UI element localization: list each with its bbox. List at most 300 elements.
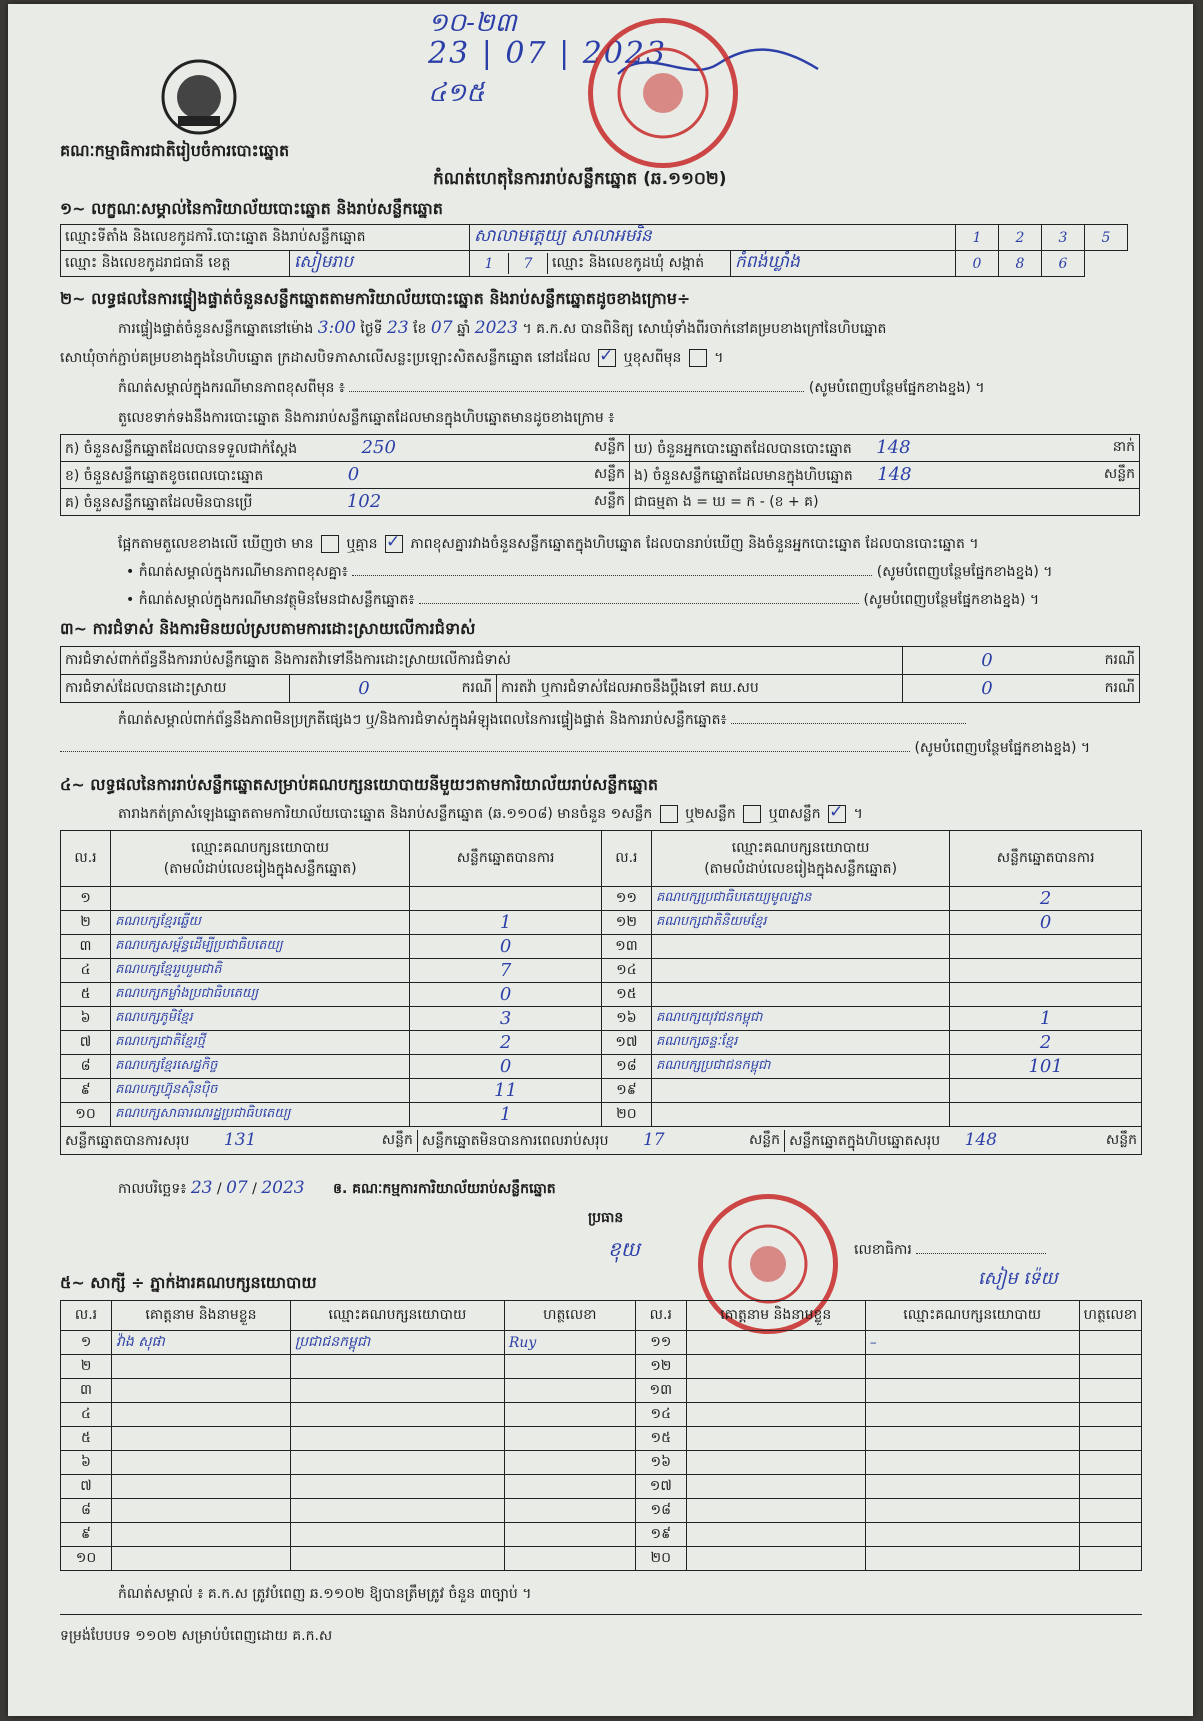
- no-difference-checkbox[interactable]: [385, 535, 403, 553]
- table-row: [61, 1079, 1142, 1103]
- figure-kha: [61, 462, 630, 489]
- cell-name: [111, 1355, 290, 1379]
- section2-title: ២~ លទ្ធផលនៃការផ្ទៀងផ្ទាត់ចំនួនសន្លឹកឆ្នោតតាមការិយាល័យបោះឆ្នោត និងរាប់សន្លឹកឆ្នោតដូចខាងក្រោម÷: [60, 289, 691, 308]
- table-row: [61, 1523, 1142, 1547]
- cell-no: ១៩: [601, 1079, 651, 1103]
- cell-no: ១៨: [601, 1055, 651, 1079]
- cell-sign: [504, 1355, 635, 1379]
- cell-party: [865, 1427, 1079, 1451]
- cell-votes: [950, 983, 1142, 1007]
- cell-sign: [504, 1403, 635, 1427]
- col-sign: ហត្ថលេខា: [504, 1301, 635, 1331]
- cell-name: [686, 1475, 865, 1499]
- province-code-digit: 7: [509, 253, 548, 274]
- cell-no: ២: [61, 911, 111, 935]
- table-row: [61, 959, 1142, 983]
- cell-no: ៦: [61, 1007, 111, 1031]
- cell-party: គណបក្សសម្ព័ន្ធដើម្បីប្រជាធិបតេយ្យ: [111, 935, 410, 959]
- cell-no: ៤: [61, 1403, 112, 1427]
- cell-party: [290, 1451, 504, 1475]
- cell-name: [111, 1427, 290, 1451]
- cell-name: [686, 1499, 865, 1523]
- table-row: [61, 1451, 1142, 1475]
- text: ឈ្មោះគណបក្សនយោបាយ: [731, 839, 870, 856]
- appeal-label: ការតវ៉ា ឬការជំទាស់ដែលអាចនឹងប្តឹងទៅ គឃ.សប: [497, 675, 903, 703]
- cell-name: [111, 1523, 290, 1547]
- case-label: ករណី: [1071, 675, 1140, 703]
- note-blank[interactable]: [419, 603, 859, 604]
- cell-votes: 11: [410, 1079, 602, 1103]
- bullet-difference: [126, 562, 1136, 583]
- divider: [60, 1614, 1142, 1615]
- province-label: ឈ្មោះ និងលេខកូដរាជធានី ខេត្ត: [65, 255, 231, 271]
- cell-no: ៣: [61, 935, 111, 959]
- cell-sign: [504, 1547, 635, 1571]
- cell-name: [111, 1451, 290, 1475]
- total-invalid: [417, 1130, 784, 1152]
- verification-year: 2023: [474, 318, 519, 338]
- cell-party: [290, 1499, 504, 1523]
- note-blank[interactable]: [60, 751, 910, 752]
- col-no: ល.រ: [601, 831, 651, 887]
- table-row: [61, 1331, 1142, 1355]
- text: សន្លឹក: [381, 1131, 413, 1148]
- cell-no: ១១: [601, 887, 651, 911]
- secretary-signature-blank[interactable]: [916, 1253, 1046, 1254]
- text: ការផ្ទៀងផ្ទាត់ចំនួនសន្លឹកឆ្នោតនៅម៉ោង: [118, 321, 314, 337]
- cell-sign: [504, 1427, 635, 1451]
- formula: ជាធម្មតា ង = ឃ = ក - (ខ + គ): [630, 489, 1140, 516]
- cell-no: ១១: [635, 1331, 686, 1355]
- cell-sign: [1079, 1379, 1141, 1403]
- cell-sign: [504, 1475, 635, 1499]
- cell-party: គណបក្សប្រជាធិបតេយ្យមូលដ្ឋាន: [651, 887, 949, 911]
- cell-party: [865, 1379, 1079, 1403]
- cell-party: [651, 1103, 949, 1127]
- figures-table: [60, 434, 1140, 516]
- cell-no: ៩: [61, 1523, 112, 1547]
- cell-no: ៥: [61, 1427, 112, 1451]
- text: សន្លឹក: [748, 1131, 781, 1148]
- cell-party: គណបក្សយុវជនកម្ពុជា: [651, 1007, 949, 1031]
- cell-no: ១៦: [601, 1007, 651, 1031]
- col-name: គោត្តនាម និងនាមខ្លួន: [111, 1301, 290, 1331]
- text: កាលបរិច្ឆេទ៖: [118, 1181, 187, 1197]
- cell-no: ៣: [61, 1379, 112, 1403]
- col-name: គោត្តនាម និងនាមខ្លួន: [686, 1301, 865, 1331]
- cell-name: [111, 1403, 290, 1427]
- table-row: [61, 1055, 1142, 1079]
- cell-votes: 2: [410, 1031, 602, 1055]
- cell-votes: 101: [950, 1055, 1142, 1079]
- cell-party: [651, 959, 949, 983]
- col-no: ល.រ: [61, 1301, 112, 1331]
- text: ។: [853, 806, 863, 822]
- text: សន្លឹកឆ្នោតបានការសរុប: [65, 1132, 190, 1149]
- one-sheet-checkbox[interactable]: [660, 805, 678, 823]
- note-blank[interactable]: [352, 575, 872, 576]
- case-label: ករណី: [438, 675, 497, 703]
- cell-party: [865, 1451, 1079, 1475]
- case-label: ករណី: [1071, 647, 1140, 675]
- verification-month: 07: [430, 318, 453, 338]
- official-seal-icon: [588, 18, 738, 168]
- cell-party: [651, 983, 949, 1007]
- cell-name: [686, 1451, 865, 1475]
- text: • កំណត់សម្គាល់ក្នុងករណីមានភាពខុសគ្នា៖: [126, 564, 348, 580]
- figure-gha-value: 148: [876, 436, 911, 458]
- bullet-foreign-object: [126, 590, 1136, 611]
- cell-no: ១៦: [635, 1451, 686, 1475]
- section5-title: ៥~ សាក្សី ÷ ភ្នាក់ងារគណបក្សនយោបាយ: [60, 1273, 317, 1292]
- text: សោឃុំចាក់ភ្ជាប់គម្របខាងក្នុងនៃហិបឆ្នោត ក្រដាសបិទភាសាលើសន្លះប្រឡោះសិតសន្លឹកឆ្នោត នៅដដែល: [60, 350, 591, 366]
- nec-emblem-icon: [158, 56, 240, 138]
- figure-ka: [61, 435, 630, 462]
- col-party: [651, 831, 949, 887]
- cell-party: [290, 1403, 504, 1427]
- col-no: ល.រ: [61, 831, 111, 887]
- date-year: 2023: [261, 1178, 305, 1198]
- figure-kha-value: 0: [347, 463, 360, 485]
- cell-sign: [1079, 1499, 1141, 1523]
- commune-code-digit: 0: [956, 251, 999, 277]
- cell-sign: [504, 1523, 635, 1547]
- col-party: [111, 831, 410, 887]
- text: (តាមលំដាប់លេខរៀងក្នុងសន្លឹកឆ្នោត): [163, 860, 357, 877]
- cell-party: [865, 1355, 1079, 1379]
- note-blank[interactable]: [731, 723, 966, 724]
- cell-no: ១៧: [601, 1031, 651, 1055]
- section1-table: [60, 224, 1128, 277]
- cell-party: គណបក្សសាធារណរដ្ឋប្រជាធិបតេយ្យ: [111, 1103, 410, 1127]
- cell-votes: 0: [410, 1055, 602, 1079]
- figure-ka-value: 250: [361, 436, 396, 458]
- text: (សូមបំពេញបន្ថែមផ្នែកខាងខ្នង) ។: [914, 740, 1091, 756]
- figure-nga-value: 148: [877, 463, 912, 485]
- cell-name: [111, 1547, 290, 1571]
- table-row: [61, 1547, 1142, 1571]
- text: /: [216, 1181, 222, 1197]
- text: ឃ) ចំនួនអ្នកបោះឆ្នោតដែលបានបោះឆ្នោត: [634, 440, 852, 457]
- cell-no: ១: [61, 887, 111, 911]
- cell-party: គណបក្សប្រជាជនកម្ពុជា: [651, 1055, 949, 1079]
- figures-intro: តួលេខទាក់ទងនឹងការបោះឆ្នោត និងការរាប់សន្លឹកឆ្នោតដែលមានក្នុងហិបឆ្នោតមានដូចខាងក្រោម ៖: [118, 410, 615, 426]
- text: ខ) ចំនួនសន្លឹកឆ្នោតខូចពេលបោះឆ្នោត: [65, 467, 264, 484]
- cell-votes: 7: [410, 959, 602, 983]
- cell-name: [686, 1331, 865, 1355]
- changed-checkbox[interactable]: [689, 349, 707, 367]
- text: កំណត់សម្គាល់ក្នុងករណីមានភាពខុសពីមុន ៖: [118, 380, 345, 396]
- cell-sign: [504, 1499, 635, 1523]
- cell-sign: [1079, 1331, 1141, 1355]
- cell-party: [651, 1079, 949, 1103]
- col-party: ឈ្មោះគណបក្សនយោបាយ: [290, 1301, 504, 1331]
- text: សន្លឹក: [593, 465, 625, 482]
- col-votes: សន្លឹកឆ្នោតបានការ: [950, 831, 1142, 887]
- total-valid-value: 131: [223, 1129, 257, 1150]
- date-day: 23: [190, 1178, 213, 1198]
- text: ឬ៣សន្លឹក: [768, 806, 821, 822]
- witness-table: [60, 1300, 1142, 1571]
- cell-party: គណបក្សជាតិខ្មែរថ្មី: [111, 1031, 410, 1055]
- total-invalid-value: 17: [642, 1129, 665, 1150]
- cell-party: គណបក្សកម្លាំងប្រជាធិបតេយ្យ: [111, 983, 410, 1007]
- date-month: 07: [226, 1178, 248, 1198]
- cell-party: [865, 1547, 1079, 1571]
- cell-no: ៧: [61, 1031, 111, 1055]
- text: (សូមបំពេញបន្ថែមផ្នែកខាងខ្នង) ។: [808, 380, 985, 396]
- text: ក) ចំនួនសន្លឹកឆ្នោតដែលបានទទួលជាក់ស្តែង: [65, 440, 298, 457]
- cell-no: ១៩: [635, 1523, 686, 1547]
- cell-no: ១៧: [635, 1475, 686, 1499]
- secretary-line: [854, 1240, 1046, 1261]
- text: នាក់: [1112, 438, 1135, 455]
- cell-no: ៩: [61, 1079, 111, 1103]
- cell-party: [865, 1403, 1079, 1427]
- text: សន្លឹកឆ្នោតមិនបានការពេលរាប់សរុប: [421, 1132, 609, 1149]
- tally-sheet-line: [118, 804, 863, 825]
- complaint-value: 0: [903, 647, 1072, 675]
- chair-label: ប្រធាន: [588, 1210, 624, 1226]
- cell-votes: 0: [950, 911, 1142, 935]
- cell-votes: [950, 935, 1142, 959]
- text: សន្លឹក: [1103, 465, 1135, 482]
- cell-party: [290, 1355, 504, 1379]
- cell-no: ១៣: [635, 1379, 686, 1403]
- province-code-digit: 1: [484, 255, 494, 272]
- text: /: [252, 1181, 257, 1197]
- text: គ) ចំនួនសន្លឹកឆ្នោតដែលមិនបានប្រើ: [65, 494, 253, 511]
- section4-title: ៤~ លទ្ធផលនៃការរាប់សន្លឹកឆ្នោតសម្រាប់គណបក្សនយោបាយនីមួយៗតាមការិយាល័យរាប់សន្លឹកឆ្នោត: [60, 775, 659, 794]
- cell-sign: [1079, 1427, 1141, 1451]
- province-value: សៀមរាប: [290, 251, 470, 276]
- cell-no: ១៤: [601, 959, 651, 983]
- cell-no: ១៣: [601, 935, 651, 959]
- cell-no: ៧: [61, 1475, 112, 1499]
- note-blank[interactable]: [349, 391, 804, 392]
- cell-no: ១៥: [635, 1427, 686, 1451]
- three-sheets-checkbox[interactable]: [828, 805, 846, 823]
- cell-name: [686, 1547, 865, 1571]
- total-in-box: [785, 1130, 1141, 1152]
- text: ។ គ.ក.ស បានពិនិត្យ សោឃុំទាំងពីរចាក់នៅគម្របខាងក្រៅនៃហិបឆ្នោត: [522, 321, 887, 337]
- text: ឬគ្មាន: [346, 536, 378, 552]
- table-row: [61, 935, 1142, 959]
- cell-votes: 3: [410, 1007, 602, 1031]
- has-difference-checkbox[interactable]: [321, 535, 339, 553]
- cell-no: ៤: [61, 959, 111, 983]
- text: ។: [714, 350, 724, 366]
- difference-note-line: [118, 378, 1128, 399]
- location-label: ឈ្មោះទីតាំង និងលេខកូដការិ.បោះឆ្នោត និងរាប់សន្លឹកឆ្នោត: [61, 225, 470, 251]
- cell-no: ២០: [601, 1103, 651, 1127]
- cell-votes: 2: [950, 887, 1142, 911]
- table-row: [61, 1355, 1142, 1379]
- text: សន្លឹកឆ្នោតក្នុងហិបឆ្នោតសរុប: [789, 1132, 941, 1149]
- irregularity-note-cont: [60, 738, 1090, 759]
- location-code-digit: 5: [1085, 225, 1128, 251]
- text: ឆ្នាំ: [456, 321, 471, 337]
- complaints-table: [60, 646, 1140, 703]
- cell-party: គណបក្សខ្មែររួបរួមជាតិ: [111, 959, 410, 983]
- verification-line1: [118, 318, 886, 340]
- cell-no: ១៥: [601, 983, 651, 1007]
- col-no: ល.រ: [635, 1301, 686, 1331]
- cell-party: [290, 1547, 504, 1571]
- cell-sign: Ruy: [504, 1331, 635, 1355]
- cell-name: [686, 1427, 865, 1451]
- cell-party: [290, 1379, 504, 1403]
- commission-label: ឲ. គណៈកម្មការការិយាល័យរាប់សន្លឹកឆ្នោត: [333, 1181, 556, 1197]
- handwritten-date: 23 | 07 | 2023: [428, 36, 668, 71]
- complaint-label: ការជំទាស់ពាក់ព័ន្ធនឹងការរាប់សន្លឹកឆ្នោត និងការតវ៉ាទៅនឹងការដោះស្រាយលើការជំទាស់: [61, 647, 903, 675]
- party-results-table: [60, 830, 1142, 1155]
- text: ឈ្មោះគណបក្សនយោបាយ: [191, 839, 330, 856]
- cell-no: ១០: [61, 1547, 112, 1571]
- cell-party: គណបក្សឆន្ទៈខ្មែរ: [651, 1031, 949, 1055]
- difference-line: [118, 534, 979, 555]
- text: សន្លឹក: [1105, 1131, 1137, 1148]
- cell-party: គណបក្សខ្មែរឆ្លើយ: [111, 911, 410, 935]
- cell-sign: [1079, 1451, 1141, 1475]
- signing-date: [118, 1178, 556, 1200]
- cell-no: ១: [61, 1331, 112, 1355]
- text: ង) ចំនួនសន្លឹកឆ្នោតដែលមានក្នុងហិបឆ្នោត: [634, 467, 853, 484]
- cell-party: [290, 1523, 504, 1547]
- figure-ko: [61, 489, 630, 516]
- cell-no: ១៨: [635, 1499, 686, 1523]
- cell-party: គណបក្សហ៊្វុនស៊ិនប៉ិច: [111, 1079, 410, 1103]
- section3-title: ៣~ ការជំទាស់ និងការមិនយល់ស្របតាមការដោះស្រាយលើការជំទាស់: [60, 619, 476, 638]
- commune-value: កំពង់ឃ្លាំង: [731, 251, 956, 277]
- cell-sign: [1079, 1355, 1141, 1379]
- cell-no: ១២: [635, 1355, 686, 1379]
- cell-party: គណបក្សខ្មែរសេដ្ឋកិច្ច: [111, 1055, 410, 1079]
- resolved-value: 0: [290, 675, 439, 703]
- table-row: [61, 1499, 1142, 1523]
- text: ភាពខុសគ្នារវាងចំនួនសន្លឹកឆ្នោតក្នុងហិបឆ្នោត ដែលបានរាប់ឃើញ និងចំនួនអ្នកបោះឆ្នោត ដែលបានបោះឆ្នោត ។: [410, 536, 979, 552]
- cell-no: ១០: [61, 1103, 111, 1127]
- cell-no: ៨: [61, 1499, 112, 1523]
- cell-votes: [950, 1103, 1142, 1127]
- table-row: [61, 1031, 1142, 1055]
- location-code-digit: 2: [999, 225, 1042, 251]
- cell-no: ១៤: [635, 1403, 686, 1427]
- text: (សូមបំពេញបន្ថែមផ្នែកខាងខ្នង) ។: [876, 564, 1053, 580]
- cell-party: គណបក្សភូមិខ្មែរ: [111, 1007, 410, 1031]
- irregularity-note: [118, 710, 966, 731]
- cell-votes: [950, 959, 1142, 983]
- cell-name: [686, 1403, 865, 1427]
- handwritten-number: ៤១៥: [428, 78, 485, 108]
- appeal-value: 0: [903, 675, 1072, 703]
- text: • កំណត់សម្គាល់ក្នុងករណីមានវត្ថុមិនមែនជាសន្លឹកឆ្នោត៖: [126, 592, 415, 608]
- location-code-digit: 1: [956, 225, 999, 251]
- total-valid: [61, 1130, 417, 1152]
- resolved-label: ការជំទាស់ដែលបានដោះស្រាយ: [61, 675, 290, 703]
- table-row: [61, 1403, 1142, 1427]
- cell-sign: [1079, 1547, 1141, 1571]
- section1-title: ១~ លក្ខណៈសម្គាល់នៃការិយាល័យបោះឆ្នោត និងរាប់សន្លឹកឆ្នោត: [60, 199, 443, 218]
- footnote: កំណត់សម្គាល់ ៖ គ.ក.ស ត្រូវបំពេញ ឆ.១១០២ ឱ្យបានត្រឹមត្រូវ ចំនួន ៣ច្បាប់ ។: [118, 1586, 532, 1602]
- verification-day: 23: [387, 318, 409, 338]
- text: ឬ២សន្លឹក: [685, 806, 736, 822]
- cell-sign: [1079, 1523, 1141, 1547]
- cell-name: [686, 1523, 865, 1547]
- cell-sign: [504, 1451, 635, 1475]
- location-value: សាលាមត្តេយ្យ សាលាអមរិន: [470, 225, 956, 251]
- cell-no: ៦: [61, 1451, 112, 1475]
- location-code-digit: 3: [1042, 225, 1085, 251]
- text: កំណត់សម្គាល់ពាក់ព័ន្ធនឹងភាពមិនប្រក្រតីផ្សេងៗ ឬ/និងការជំទាស់ក្នុងអំឡុងពេលនៃការផ្ទៀងផ្ទាត់ និងការរាប់សន្លឹកឆ្នោត៖: [118, 712, 727, 728]
- cell-party: [290, 1427, 504, 1451]
- cell-party: [865, 1475, 1079, 1499]
- table-row: [61, 1379, 1142, 1403]
- cell-party: [865, 1523, 1079, 1547]
- cell-party: [290, 1475, 504, 1499]
- text: ថ្ងៃទី: [360, 321, 383, 337]
- cell-party: –: [865, 1331, 1079, 1355]
- figure-nga: [630, 462, 1140, 489]
- text: ផ្អែកតាមតួលេខខាងលើ ឃើញថា មាន: [118, 536, 314, 552]
- table-row: [61, 1475, 1142, 1499]
- commune-code-digit: 8: [999, 251, 1042, 277]
- table-row: [61, 983, 1142, 1007]
- secretary-name: សៀម ទ៉េយ: [978, 1268, 1058, 1289]
- chair-signature: ខុយ: [608, 1237, 640, 1261]
- cell-votes: 1: [410, 911, 602, 935]
- cell-no: ២: [61, 1355, 112, 1379]
- two-sheets-checkbox[interactable]: [743, 805, 761, 823]
- cell-sign: [1079, 1403, 1141, 1427]
- figure-ko-value: 102: [346, 490, 382, 512]
- form-footer: ទម្រង់បែបបទ ១១០២ សម្រាប់បំពេញដោយ គ.ក.ស: [60, 1628, 333, 1644]
- text: ឬខុសពីមុន: [623, 350, 682, 366]
- cell-sign: [1079, 1475, 1141, 1499]
- col-sign: ហត្ថលេខា: [1079, 1301, 1141, 1331]
- table-row: [61, 1007, 1142, 1031]
- form-sheet: [8, 4, 1193, 1716]
- text: សន្លឹក: [593, 438, 625, 455]
- cell-name: [686, 1355, 865, 1379]
- cell-sign: [504, 1379, 635, 1403]
- cell-no: ៥: [61, 983, 111, 1007]
- table-row: [61, 887, 1142, 911]
- form-title: កំណត់ហេតុនៃការរាប់សន្លឹកឆ្នោត (ឆ.១១០២): [433, 169, 727, 189]
- cell-party: ប្រជាជនកម្ពុជា: [290, 1331, 504, 1355]
- cell-name: [111, 1379, 290, 1403]
- cell-name: [111, 1475, 290, 1499]
- cell-no: ២០: [635, 1547, 686, 1571]
- cell-name: [111, 1499, 290, 1523]
- cell-votes: 0: [410, 983, 602, 1007]
- handwritten-ref: ១០-២៣: [428, 8, 517, 38]
- cell-party: [111, 887, 410, 911]
- verification-line2: [60, 348, 724, 369]
- col-votes: សន្លឹកឆ្នោតបានការ: [410, 831, 602, 887]
- cell-name: វ៉ាង សុផា: [111, 1331, 290, 1355]
- text: តារាងកត់ត្រាសំឡេងឆ្នោតតាមការិយាល័យបោះឆ្នោត និងរាប់សន្លឹកឆ្នោត (ឆ.១១០៨) មានចំនួន ១សន្លឹក: [118, 806, 653, 822]
- text: (តាមលំដាប់លេខរៀងក្នុងសន្លឹកឆ្នោត): [704, 860, 898, 877]
- cell-votes: 1: [410, 1103, 602, 1127]
- cell-votes: 2: [950, 1031, 1142, 1055]
- text: លេខាធិការ: [854, 1242, 912, 1258]
- col-party: ឈ្មោះគណបក្សនយោបាយ: [865, 1301, 1079, 1331]
- unchanged-checkbox[interactable]: [598, 349, 616, 367]
- verification-time: 3:00: [317, 318, 356, 338]
- cell-no: ៨: [61, 1055, 111, 1079]
- figure-gha: [630, 435, 1140, 462]
